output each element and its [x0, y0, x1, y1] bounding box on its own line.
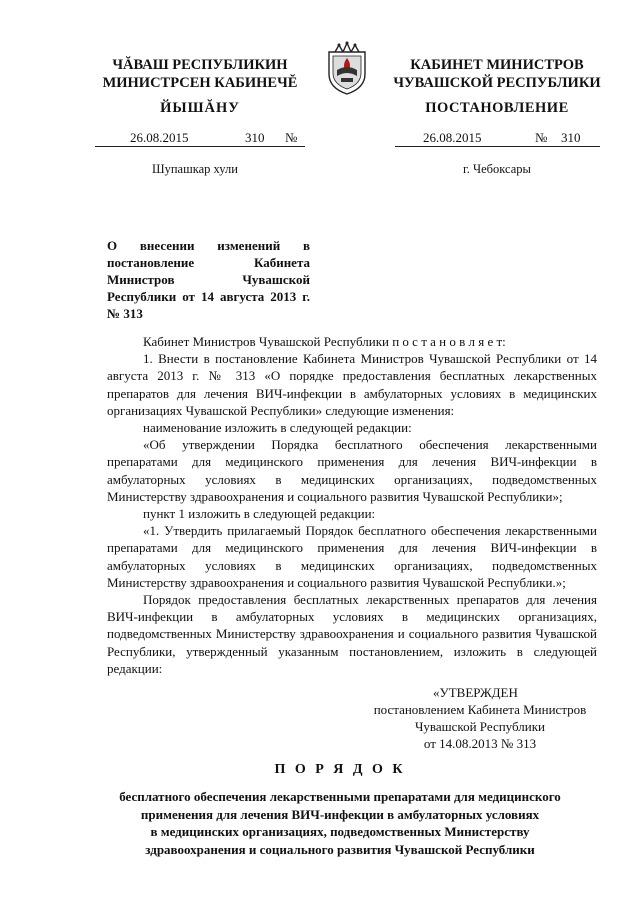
header-left-org: [95, 56, 305, 92]
approval-line3: Чувашской Республики: [414, 719, 546, 734]
header-right-line1: КАБИНЕТ МИНИСТРОВ: [410, 57, 584, 73]
body-paragraph-1: 1. Внести в постановление Кабинета Министров Чувашской Республики от 14 августа 2013 г. № 313 «О порядке предоставления бесплатных лекарственных препаратов для лечения ВИЧ-инфекции в амбулаторных условиях в медицинских организациях Чувашской Республики» следующие изменения:: [107, 351, 597, 418]
left-number-sign: №: [285, 130, 298, 145]
right-number: 310: [561, 130, 581, 145]
order-subtitle-line3: в медицинских организациях, подведомственных Министерству: [150, 824, 530, 839]
order-subtitle: [80, 788, 600, 858]
body-paragraph-6: Порядок предоставления бесплатных лекарственных препаратов для лечения ВИЧ-инфекции в амбулаторных условиях в медицинских организациях, подведомственных Министерству здравоохранения и социального развития Чувашской Республики, утвержденный указанным постановлением, изложить в следующей редакции:: [107, 592, 597, 676]
header-right-line2: ЧУВАШСКОЙ РЕСПУБЛИКИ: [393, 75, 601, 91]
header-left-line1: ЧĂВАШ РЕСПУБЛИКИН: [112, 57, 288, 73]
body-paragraph-3: «Об утверждении Порядка бесплатного обеспечения лекарственными препаратами для медицинского применения для лечения ВИЧ-инфекции в амбулаторных условиях в медицинских организациях, подведомственных Министерству здравоохранения и социального развития Чувашской Республики»;: [107, 437, 597, 504]
body-paragraph-intro: Кабинет Министров Чувашской Республики п о с т а н о в л я е т:: [143, 334, 506, 349]
right-date: 26.08.2015: [423, 130, 482, 145]
coat-of-arms-icon: [323, 40, 371, 96]
approval-line1: «УТВЕРЖДЕН: [433, 685, 518, 700]
right-date-line: [395, 130, 600, 147]
document-subject: О внесении изменений в постановление Кабинета Министров Чувашской Республики от 14 августа 2013 г. № 313: [107, 238, 310, 321]
order-title: П О Р Я Д О К: [274, 762, 406, 777]
header-left-doc-type: ЙЫШĂНУ: [160, 100, 240, 116]
left-city: Шупашкар хули: [152, 162, 238, 176]
left-date-line: [95, 130, 305, 147]
right-number-sign: №: [535, 130, 548, 145]
document-body: [107, 333, 597, 677]
header-right-doc-type: ПОСТАНОВЛЕНИЕ: [425, 100, 569, 116]
order-title-block: [80, 762, 600, 858]
approval-line2: постановлением Кабинета Министров: [373, 702, 587, 717]
body-paragraph-5: «1. Утвердить прилагаемый Порядок бесплатного обеспечения лекарственными препаратами для медицинского применения для лечения ВИЧ-инфекции в амбулаторных условиях в медицинских организациях, подведомственных Министерству здравоохранения и социального развития Чувашской Республики.»;: [107, 523, 597, 590]
order-subtitle-line2: применения для лечения ВИЧ-инфекции в амбулаторных условиях: [140, 806, 540, 822]
header-right-org: [392, 56, 602, 92]
body-paragraph-4: пункт 1 изложить в следующей редакции:: [143, 506, 376, 522]
right-city: г. Чебоксары: [463, 162, 531, 176]
approval-line4: от 14.08.2013 № 313: [423, 736, 537, 751]
body-paragraph-2: наименование изложить в следующей редакции:: [143, 420, 412, 436]
left-date: 26.08.2015: [130, 130, 189, 145]
left-number: 310: [245, 130, 265, 145]
header-left-line2: МИНИСТРСЕН КАБИНЕЧĔ: [102, 75, 298, 91]
order-subtitle-line1: бесплатного обеспечения лекарственными препаратами для медицинского: [119, 789, 561, 804]
order-subtitle-line4: здравоохранения и социального развития Чувашской Республики: [145, 841, 535, 857]
approval-block: [355, 684, 605, 752]
